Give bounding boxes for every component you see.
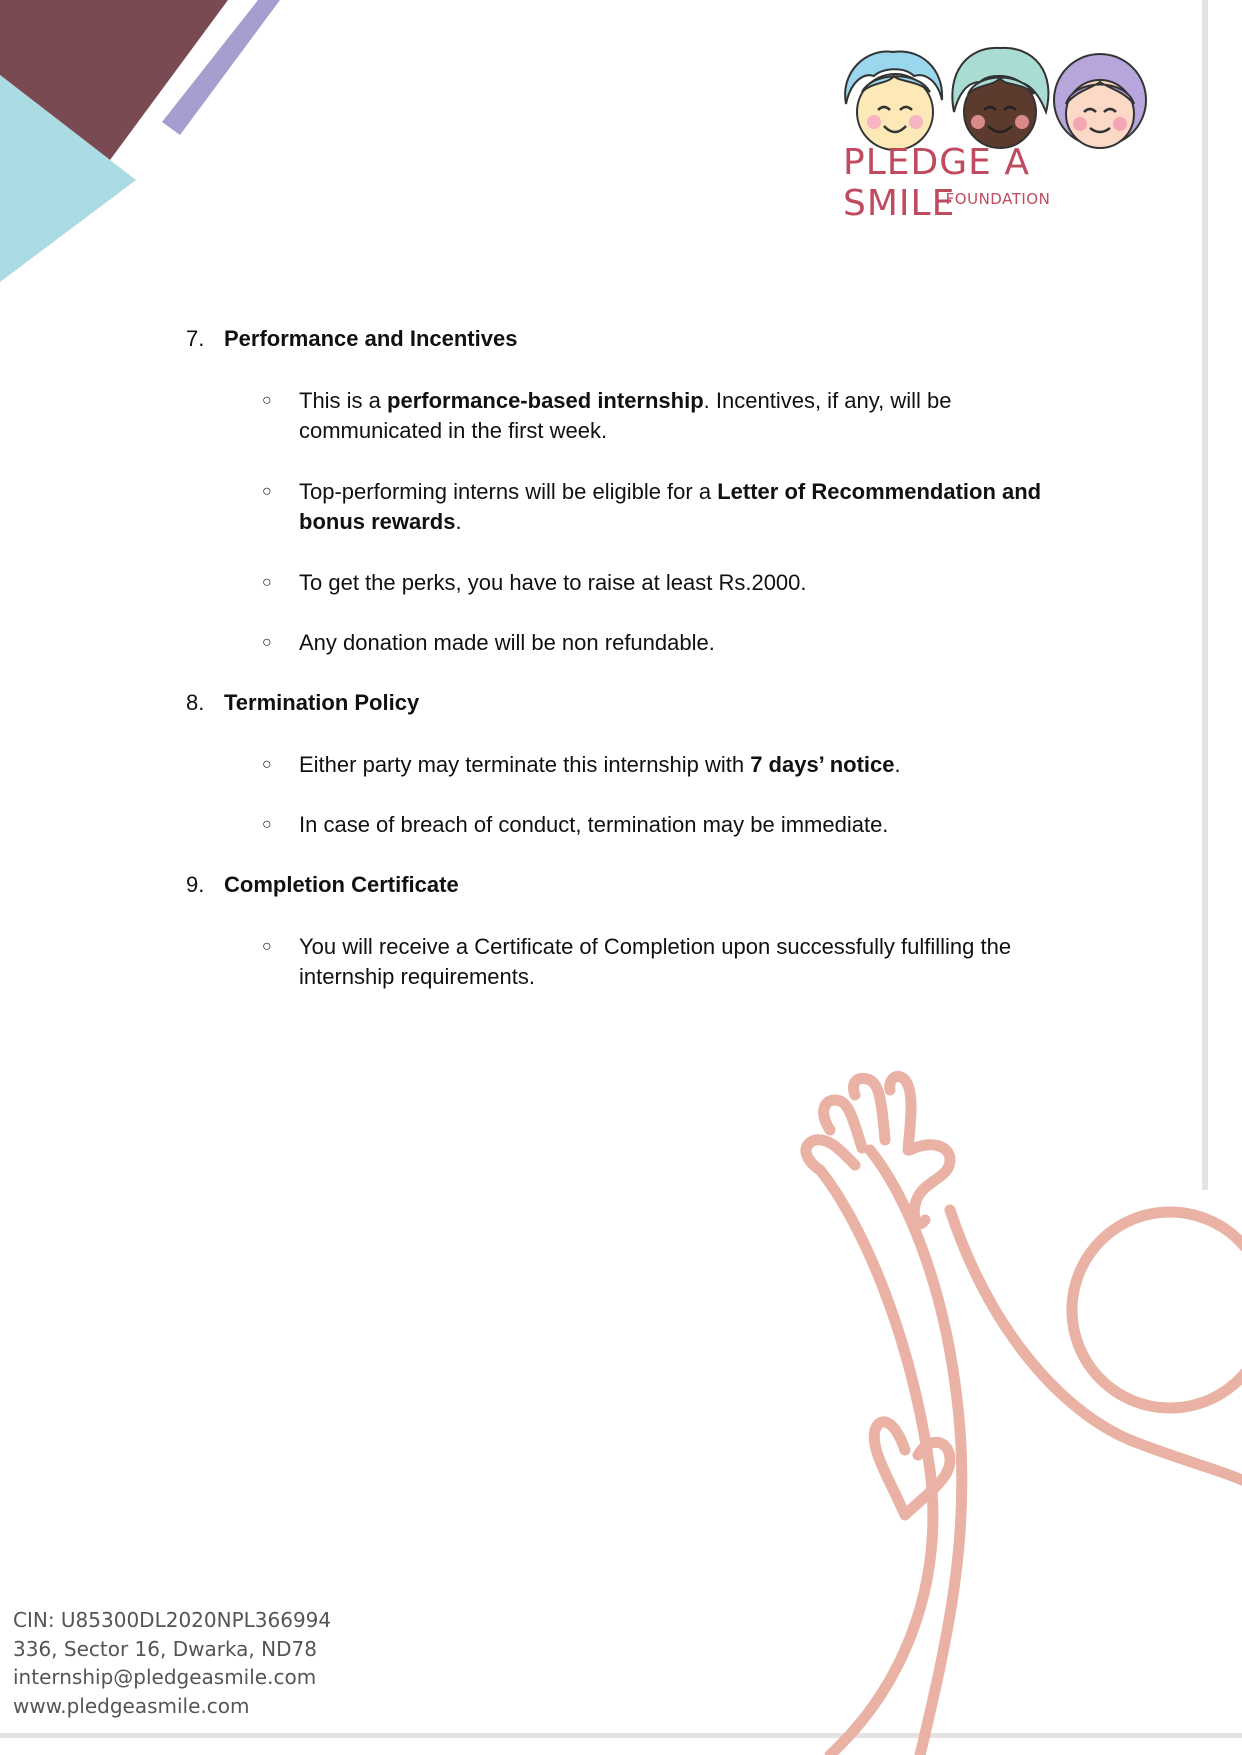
foundation-logo [838,42,1158,224]
section-title: Performance and Incentives [224,326,518,351]
section-number: 7. [186,326,205,351]
face-mint-hair-icon [952,48,1048,148]
logo-title: PLEDGE A SMILE [843,142,1030,224]
footer-address: 336, Sector 16, Dwarka, ND78 [13,1636,317,1661]
list-item-text: You will receive a Certificate of Completion upon successfully fulfilling the internship requirements. [299,934,1012,989]
section-number: 8. [186,690,205,715]
section-title: Termination Policy [224,690,420,715]
children-faces-icon [838,42,1158,152]
section-heading-performance [186,326,517,352]
list-item-text: To get the perks, you have to raise at least Rs.2000. [299,570,807,595]
face-purple-hair-icon [1054,54,1146,148]
bullet-icon: ○ [262,756,272,773]
right-border [1202,0,1208,1190]
waving-hand-heart-illustration [800,1070,1242,1755]
list-item-text: Top-performing interns will be eligible for a Letter of Recommendation and bonus rewards. [299,479,1042,534]
list-item-text: Either party may terminate this internship with 7 days’ notice. [299,752,901,777]
logo-subtitle: FOUNDATION [945,190,1051,208]
section-number: 9. [186,872,205,897]
footer-cin: CIN: U85300DL2020NPL366994 [13,1608,332,1632]
corner-decoration [0,0,300,290]
face-blue-hair-icon [845,51,942,150]
bullet-icon: ○ [262,634,272,651]
bullet-icon: ○ [262,574,272,591]
section-heading-termination [186,690,419,716]
bullet-icon: ○ [262,392,272,409]
footer-website: www.pledgeasmile.com [13,1693,250,1718]
footer-contact [13,1606,331,1720]
list-item-text: Any donation made will be non refundable. [299,630,715,655]
list-item-text: In case of breach of conduct, termination may be immediate. [299,812,889,837]
list-item-text: This is a performance-based internship. Incentives, if any, will be communicated in the first week. [299,388,952,443]
bullet-icon: ○ [262,938,272,955]
section-title: Completion Certificate [224,872,459,897]
section-heading-certificate [186,872,459,898]
bullet-icon: ○ [262,816,272,833]
footer-email: internship@pledgeasmile.com [13,1665,317,1689]
bullet-icon: ○ [262,483,272,500]
